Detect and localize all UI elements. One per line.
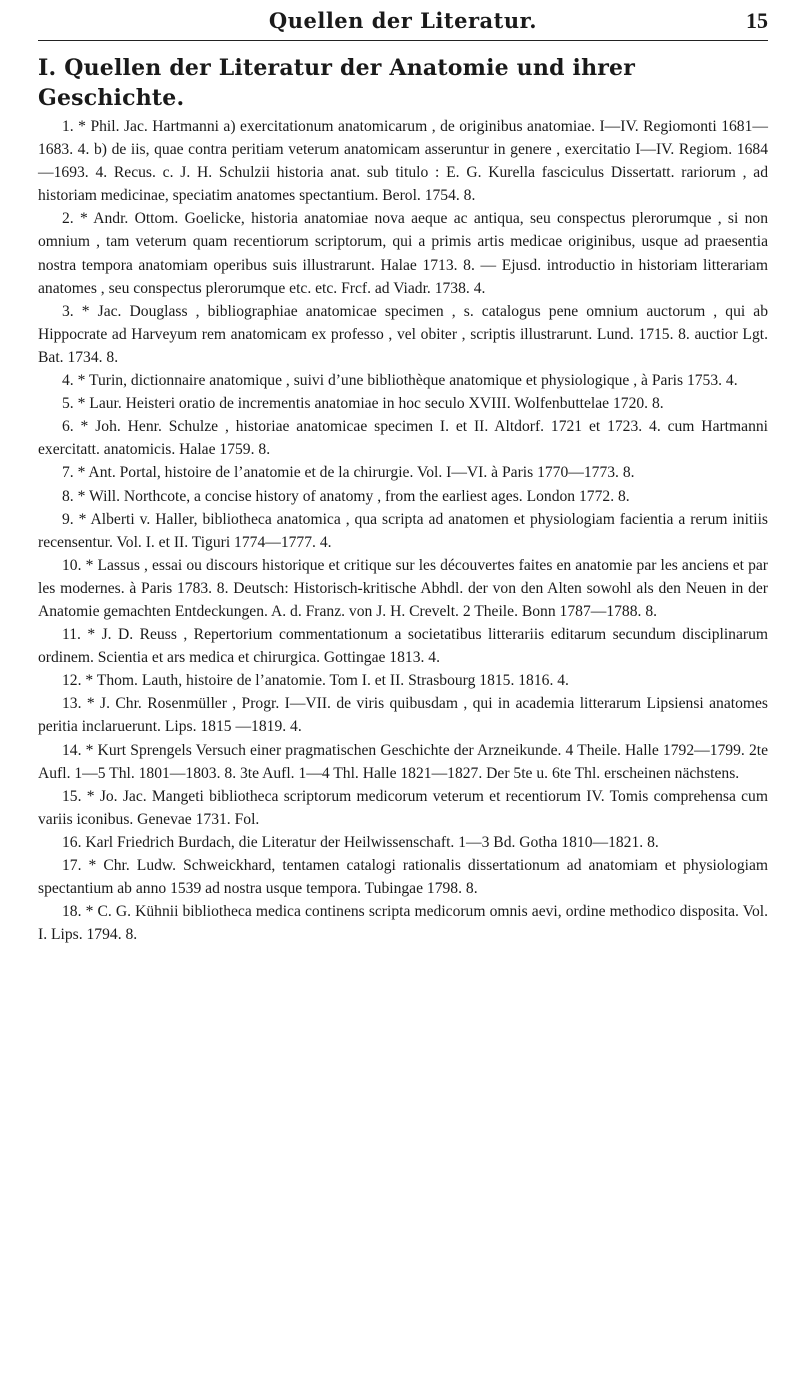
bibliography-entry-4: 4. * Turin, dictionnaire anatomique , suivi d’une bibliothèque anatomique et physiologique , à Paris 1753. 4. (62, 372, 738, 390)
bibliography-entry-1: 1. * Phil. Jac. Hartmanni a) exercitationum anatomicarum , de originibus anatomiae. I—IV. Regiomonti 1681—1683. 4. b) de iis, quae contra peritiam veterum anatomicam asseruntur in genere , exercitatio I—IV. Regiom. 1684—1693. 4. Recus. c. J. H. Schulzii historia anat. sub titulo : E. G. Kurella fasciculus Dissertatt. rariorum , ad historiam medicinae, speciatim anatomes spectantium. Berol. 1754. 8. (38, 118, 768, 205)
bibliography-entry-12: 12. * Thom. Lauth, histoire de l’anatomie. Tom I. et II. Strasbourg 1815. 1816. 4. (62, 672, 569, 690)
section-heading: I. Quellen der Literatur der Anatomie und ihrer Geschichte. (38, 55, 636, 111)
bibliography-entry-18: 18. * C. G. Kühnii bibliotheca medica continens scripta medicorum omnis aevi, ordine methodico disposita. Vol. I. Lips. 1794. 8. (38, 903, 768, 944)
bibliography-entry-14: 14. * Kurt Sprengels Versuch einer pragmatischen Geschichte der Arzneikunde. 4 Theile. Halle 1792—1799. 2te Aufl. 1—5 Thl. 1801—1803. 8. 3te Aufl. 1—4 Thl. Halle 1821—1827. Der 5te u. 6te Thl. erscheinen nächstens. (38, 741, 768, 782)
bibliography-entry-5: 5. * Laur. Heisteri oratio de incrementis anatomiae in hoc seculo XVIII. Wolfenbuttelae 1720. 8. (62, 395, 664, 413)
bibliography-entry-9: 9. * Alberti v. Haller, bibliotheca anatomica , qua scripta ad anatomen et physiologiam facientia a rerum initiis recensentur. Vol. I. et II. Tiguri 1774—1777. 4. (38, 510, 768, 551)
bibliography-entry-16: 16. Karl Friedrich Burdach, die Literatur der Heilwissenschaft. 1—3 Bd. Gotha 1810—1821. 8. (62, 833, 659, 851)
running-header (38, 0, 768, 41)
bibliography-list (38, 115, 768, 946)
page-number: 15 (746, 8, 768, 33)
bibliography-entry-8: 8. * Will. Northcote, a concise history of anatomy , from the earliest ages. London 1772. 8. (62, 487, 630, 505)
bibliography-entry-11: 11. * J. D. Reuss , Repertorium commentationum a societatibus litterariis editarum secundum disciplinarum ordinem. Scientia et ars medica et chirurgica. Gottingae 1813. 4. (38, 626, 768, 667)
bibliography-entry-13: 13. * J. Chr. Rosenmüller , Progr. I—VII. de viris quibusdam , qui in academia litterarum Lipsiensi anatomes peritia inclaruerunt. Lips. 1815 —1819. 4. (38, 695, 768, 736)
bibliography-entry-10: 10. * Lassus , essai ou discours historique et critique sur les découvertes faites en anatomie par les anciens et par les modernes. à Paris 1783. 8. Deutsch: Historisch-kritische Abhdl. der von den Alten sowohl als den Neuen in der Anatomie gemachten Entdeckungen. A. d. Franz. von J. H. Crevelt. 2 Theile. Bonn 1787—1788. 8. (38, 556, 768, 620)
running-title: Quellen der Literatur. (268, 8, 538, 33)
bibliography-entry-6: 6. * Joh. Henr. Schulze , historiae anatomicae specimen I. et II. Altdorf. 1721 et 1723. 4. cum Hartmanni exercitatt. anatomicis. Halae 1759. 8. (38, 418, 768, 459)
bibliography-entry-3: 3. * Jac. Douglass , bibliographiae anatomicae specimen , s. catalogus pene omnium auctorum , qui ab Hippocrate ad Harveyum rem anatomicam ex professo , vel obiter , scriptis illustrarunt. Lund. 1715. 8. auctior Lgt. Bat. 1734. 8. (38, 302, 768, 366)
bibliography-entry-15: 15. * Jo. Jac. Mangeti bibliotheca scriptorum medicorum veterum et recentiorum IV. Tomis comprehensa cum variis iconibus. Genevae 1731. Fol. (38, 787, 768, 828)
bibliography-entry-2: 2. * Andr. Ottom. Goelicke, historia anatomiae nova aeque ac antiqua, seu conspectus plerorumque , si non omnium , tam veterum quam recentiorum scriptorum, qui a primis artis medicae originibus, usque ad praesentia nostra tempora anatomiam operibus suis illustrarunt. Halae 1713. 8. — Ejusd. introductio in historiam litterariam anatomes , seu conspectus plerorumque etc. etc. Frcf. ad Viadr. 1738. 4. (38, 210, 768, 297)
bibliography-entry-17: 17. * Chr. Ludw. Schweickhard, tentamen catalogi rationalis dissertationum ad anatomiam et physiologiam spectantium ab anno 1539 ad nostra usque tempora. Tubingae 1798. 8. (38, 857, 768, 898)
bibliography-entry-7: 7. * Ant. Portal, histoire de l’anatomie et de la chirurgie. Vol. I—VI. à Paris 1770—1773. 8. (62, 464, 635, 482)
